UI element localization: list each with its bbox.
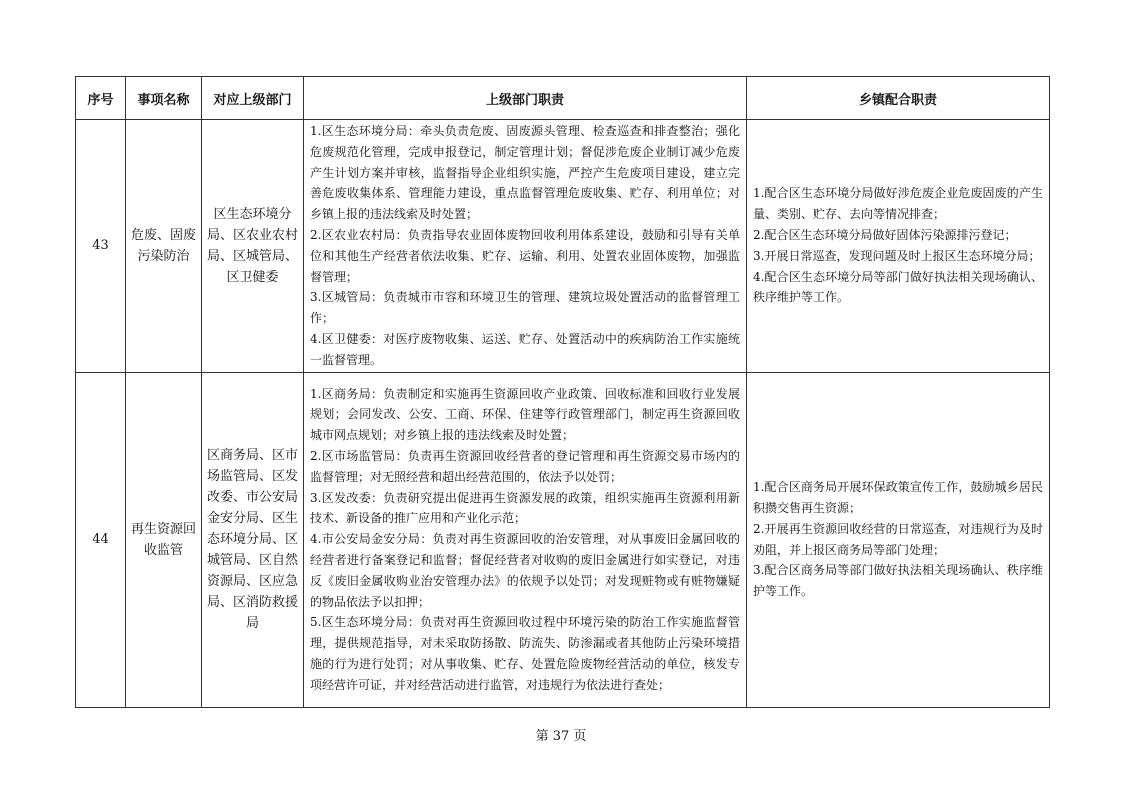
township-duties xyxy=(747,120,1050,373)
row-number: 43 xyxy=(76,120,126,373)
item-name: 再生资源回收监管 xyxy=(126,372,202,707)
coop-item: 2.配合区生态环境分局做好固体污染源排污登记； xyxy=(753,227,1017,242)
township-duties xyxy=(747,372,1050,707)
row-number: 44 xyxy=(76,372,126,707)
superior-dept: 区商务局、区市场监管局、区发改委、市公安局金安分局、区生态环境分局、区城管局、区自然资源局、区应急局、区消防救援局 xyxy=(202,372,304,707)
table-row xyxy=(76,120,1050,373)
header-item-name: 事项名称 xyxy=(126,77,202,120)
duty-item: 3.区发改委：负责研究提出促进再生资源发展的政策，组织实施再生资源利用新技术、新设备的推广应用和产业化示范； xyxy=(310,490,740,526)
header-serial: 序号 xyxy=(76,77,126,120)
header-superior-dept: 对应上级部门 xyxy=(202,77,304,120)
duty-item: 4.区卫健委：对医疗废物收集、运送、贮存、处置活动中的疾病防治工作实施统一监督管理。 xyxy=(310,331,740,367)
coop-item: 2.开展再生资源回收经营的日常巡查，对违规行为及时劝阻，并上报区商务局等部门处理； xyxy=(753,521,1043,557)
superior-duties xyxy=(304,372,747,707)
duty-item: 2.区市场监管局：负责再生资源回收经营者的登记管理和再生资源交易市场内的监督管理；对无照经营和超出经营范围的，依法予以处罚； xyxy=(310,448,740,484)
coop-item: 3.开展日常巡查，发现问题及时上报区生态环境分局； xyxy=(753,248,1041,263)
coop-item: 1.配合区商务局开展环保政策宣传工作，鼓励城乡居民积攒交售再生资源； xyxy=(753,480,1043,515)
header-township-duties: 乡镇配合职责 xyxy=(747,77,1050,120)
header-row xyxy=(76,77,1050,120)
item-name: 危废、固废污染防治 xyxy=(126,120,202,373)
superior-dept: 区生态环境分局、区农业农村局、区城管局、区卫健委 xyxy=(202,120,304,373)
duty-item: 4.市公安局金安分局：负责对再生资源回收的治安管理，对从事废旧金属回收的经营者进行备案登记和监督；督促经营者对收购的废旧金属进行如实登记，对违反《废旧金属收购业治安管理办法》的依规予以处罚；对发现赃物或有赃物嫌疑的物品依法予以扣押； xyxy=(310,532,740,609)
duty-item: 5.区生态环境分局：负责对再生资源回收过程中环境污染的防治工作实施监督管理，提供规范指导，对未采取防扬散、防流失、防渗漏或者其他防止污染环境措施的行为进行处罚；对从事收集、贮存、处置危险废物经营活动的单位，核发专项经营许可证，并对经营活动进行监管，对违规行为依法进行查处； xyxy=(310,615,740,692)
page-number: 第 37 页 xyxy=(535,729,587,744)
coop-item: 3.配合区商务局等部门做好执法相关现场确认、秩序维护等工作。 xyxy=(753,563,1043,599)
coop-item: 1.配合区生态环境分局做好涉危废企业危废固废的产生量、类别、贮存、去向等情况排查； xyxy=(753,186,1043,222)
responsibility-table xyxy=(75,76,1050,708)
header-superior-duties: 上级部门职责 xyxy=(304,77,747,120)
coop-item: 4.配合区生态环境分局等部门做好执法相关现场确认、秩序维护等工作。 xyxy=(753,269,1043,305)
duty-item: 1.区生态环境分局：牵头负责危废、固废源头管理、检查巡查和排查整治；强化危废规范化管理，完成申报登记，制定管理计划；督促涉危废企业制订减少危废产生计划方案并审核，监督指导企业组织实施，严控产生危废项目建设，建立完善危废收集体系、管理能力建设，重点监督管理危废收集、贮存、利用单位；对乡镇上报的违法线索及时处置； xyxy=(310,124,740,222)
duty-item: 2.区农业农村局：负责指导农业固体废物回收利用体系建设，鼓励和引导有关单位和其他生产经营者依法收集、贮存、运输、利用、处置农业固体废物，加强监督管理； xyxy=(310,227,740,284)
duty-item: 3.区城管局：负责城市市容和环境卫生的管理、建筑垃圾处置活动的监督管理工作； xyxy=(310,290,740,326)
table-row xyxy=(76,372,1050,707)
superior-duties xyxy=(304,120,747,373)
duty-item: 1.区商务局：负责制定和实施再生资源回收产业政策、回收标准和回收行业发展规划；会同发改、公安、工商、环保、住建等行政管理部门，制定再生资源回收城市网点规划；对乡镇上报的违法线索及时处置； xyxy=(310,386,740,443)
